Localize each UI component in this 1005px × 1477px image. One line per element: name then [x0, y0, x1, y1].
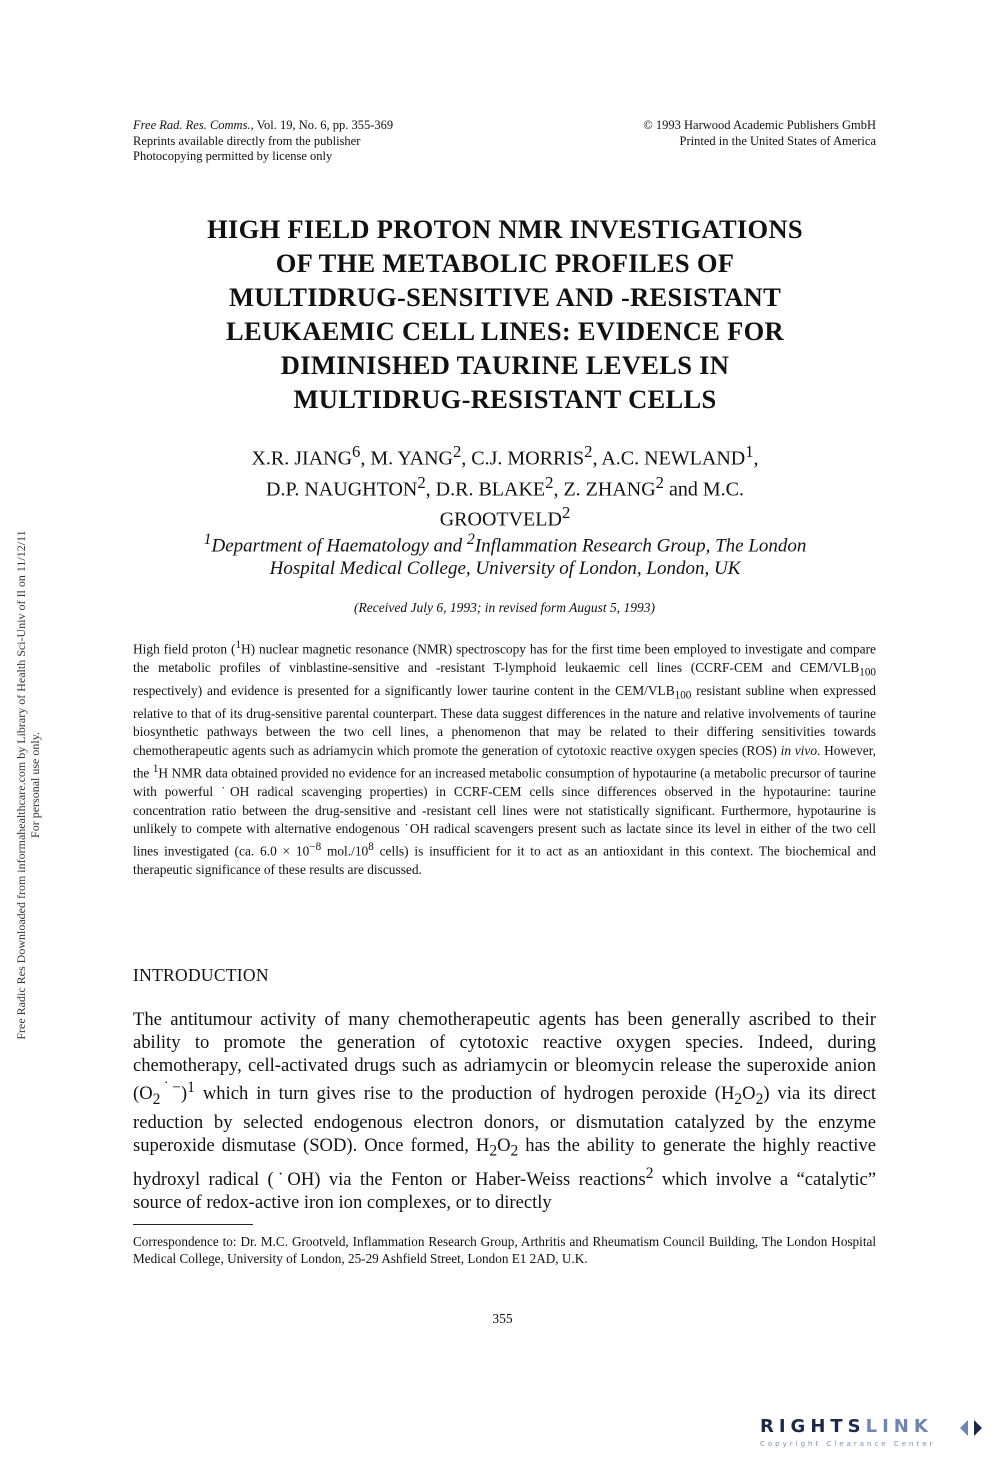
journal-header: [133, 118, 553, 165]
logo-text-rights: RIGHTS: [760, 1416, 866, 1437]
logo-tagline: Copyright Clearance Center: [760, 1440, 936, 1448]
affiliation: [120, 528, 890, 580]
subscript: 100: [674, 689, 692, 702]
abstract-text: H) nuclear magnetic resonance (NMR) spectroscopy has for the first time been employed to investigate and compare the metabolic profiles of vinblastine-sensitive and -resistant T-lymphoid leukaemic cell lines (CCRF-CEM and CEM/VLB: [133, 641, 876, 675]
author-affiliation-mark: 6: [352, 442, 361, 461]
logo-text-link: LINK: [865, 1416, 933, 1437]
title-line: MULTIDRUG-SENSITIVE AND -RESISTANT: [228, 282, 782, 312]
copyright-note: © 1993 Harwood Academic Publishers GmbH: [643, 118, 876, 132]
rightslink-wordmark: [760, 1416, 933, 1437]
author-affiliation-mark: 2: [655, 472, 664, 492]
subscript: 2: [152, 1091, 161, 1109]
subscript: 2: [734, 1091, 743, 1109]
abstract-text: cells) is insufficient for it to act as an antioxidant in this context. The biochemical and therapeutic significance of these results are discussed.: [133, 843, 876, 878]
introduction-paragraph: [133, 1009, 876, 1215]
body-text: O: [742, 1083, 756, 1105]
download-watermark: [14, 385, 54, 1185]
abstract-text: resistant subline when expressed relative to that of its drug-sensitive parental counterpart. These data suggest differences in the nature and relative involvements of taurine biosynthetic pathways between the two cell lines, a phenomenon that may be related to their differing sensitivities towards chemotherapeutic agents such as adriamycin which promote the generation of cytotoxic reactive oxygen species (ROS): [133, 682, 876, 758]
author-affiliation-mark: 2: [545, 472, 554, 492]
subscript: 2: [510, 1142, 519, 1160]
body-text: which in turn gives rise to the production of hydrogen peroxide (H: [194, 1083, 735, 1105]
abstract-text: High field proton (: [133, 641, 236, 657]
superscript: −8: [309, 841, 322, 854]
affiliation-text: Department of Haematology and: [211, 535, 467, 557]
abstract-text: respectively) and evidence is presented for a significantly lower taurine content in the CEM/VLB: [133, 682, 675, 698]
title-line: OF THE METABOLIC PROFILES OF: [275, 248, 735, 278]
section-heading-introduction: INTRODUCTION: [133, 965, 269, 985]
title-line: LEUKAEMIC CELL LINES: EVIDENCE FOR: [226, 316, 784, 346]
reference-mark: 1: [187, 1079, 195, 1097]
title-line: MULTIDRUG-RESISTANT CELLS: [293, 384, 717, 414]
author: , Z. ZHANG: [553, 478, 656, 501]
reference-mark: 2: [645, 1165, 654, 1183]
article-title: [120, 212, 890, 416]
printed-note: Printed in the United States of America: [679, 133, 876, 148]
copyright-header: [560, 118, 876, 149]
received-dates: (Received July 6, 1993; in revised form August 5, 1993): [353, 600, 656, 615]
reprints-note: Reprints available directly from the publisher: [133, 133, 361, 148]
affiliation-text: Hospital Medical College, University of London, London, UK: [269, 558, 741, 580]
author: and M.C.: [663, 478, 744, 501]
author-affiliation-mark: 2: [561, 503, 571, 523]
correspondence-footnote: Correspondence to: Dr. M.C. Grootveld, Inflammation Research Group, Arthritis and Rheumatism Council Building, The London Hospital Medical College, University of London, 25-29 Ashfield Street, London E1 2AD, U.K.: [133, 1234, 876, 1266]
author-affiliation-mark: 2: [584, 442, 593, 461]
author-list: [140, 440, 870, 532]
author: , D.R. BLAKE: [425, 478, 546, 501]
watermark-line-2: For personal use only.: [28, 732, 42, 838]
author-separator: ,: [753, 447, 759, 470]
subscript: 100: [859, 666, 876, 679]
author-affiliation-mark: 1: [745, 442, 754, 461]
author: , C.J. MORRIS: [461, 447, 585, 470]
body-text: The antitumour activity of many chemotherapeutic agents has been generally ascribed to their ability to promote the generation of cytotoxic reactive oxygen species. Indeed, during chemotherapy, cell-activated drugs such as adriamycin or bleomycin release the superoxide anion (O: [133, 1009, 876, 1105]
superscript: 1: [235, 639, 242, 651]
subscript: 2: [755, 1091, 764, 1109]
footnote-divider: [133, 1224, 253, 1225]
body-text: has the ability to generate the highly reactive hydroxyl radical (˙OH) via the Fenton or Haber-Weiss reactions: [133, 1134, 876, 1191]
watermark-line-1: Free Radic Res Downloaded from informahealthcare.com by Library of Health Sci-Univ of Il on 11/12/11: [14, 530, 28, 1040]
author: X.R. JIANG: [251, 447, 353, 470]
abstract: [133, 636, 876, 880]
page-number: 355: [492, 1311, 513, 1326]
superscript: ˙−: [160, 1079, 181, 1097]
author-affiliation-mark: 2: [452, 442, 462, 461]
italic-text: in vivo: [780, 742, 818, 758]
author-affiliation-mark: 2: [417, 472, 426, 492]
title-line: DIMINISHED TAURINE LEVELS IN: [280, 350, 730, 380]
affiliation-mark: 1: [203, 531, 212, 548]
abstract-text: . However, the: [133, 742, 876, 781]
author: D.P. NAUGHTON: [266, 478, 418, 501]
body-text: ): [180, 1083, 188, 1105]
body-text: ) via its direct reduction by selected endogenous electron donors, or dismutation catalyzed by the enzyme superoxide dismutase (SOD). Once formed, H: [133, 1083, 877, 1156]
title-line: HIGH FIELD PROTON NMR INVESTIGATIONS: [207, 214, 803, 244]
author: , M. YANG: [360, 447, 453, 470]
affiliation-mark: 2: [466, 531, 475, 548]
abstract-text: H NMR data obtained provided no evidence for an increased metabolic consumption of hypotaurine (a metabolic precursor of taurine with powerful ˙OH radical scavenging properties) in CCRF-CEM cells since differences observed in the hypotaurine: taurine concentration ratio between the drug-sensitive and -resistant cell lines were not statistically significant. Furthermore, hypotaurine is unlikely to compete with alternative endogenous ˙OH radical scavengers present such as lactate since its level in either of the two cell lines investigated (ca. 6.0 × 10: [133, 765, 876, 859]
photocopying-note: Photocopying permitted by license only: [133, 149, 333, 163]
author: GROOTVELD: [439, 508, 562, 531]
rightslink-arrows-icon: [958, 1418, 986, 1438]
journal-details: , Vol. 19, No. 6, pp. 355-369: [250, 118, 394, 132]
body-text: which involve a “catalytic” source of redox-active iron ion complexes, or to directly: [133, 1169, 876, 1214]
abstract-text: mol./10: [321, 843, 369, 859]
author: , A.C. NEWLAND: [592, 447, 746, 470]
superscript: 1: [152, 763, 159, 776]
rightslink-logo[interactable]: [760, 1416, 990, 1464]
body-text: O: [497, 1134, 511, 1156]
affiliation-text: Inflammation Research Group, The London: [474, 535, 807, 557]
subscript: 2: [489, 1142, 498, 1160]
journal-name: Free Rad. Res. Comms.: [133, 118, 251, 132]
superscript: 8: [368, 841, 374, 854]
